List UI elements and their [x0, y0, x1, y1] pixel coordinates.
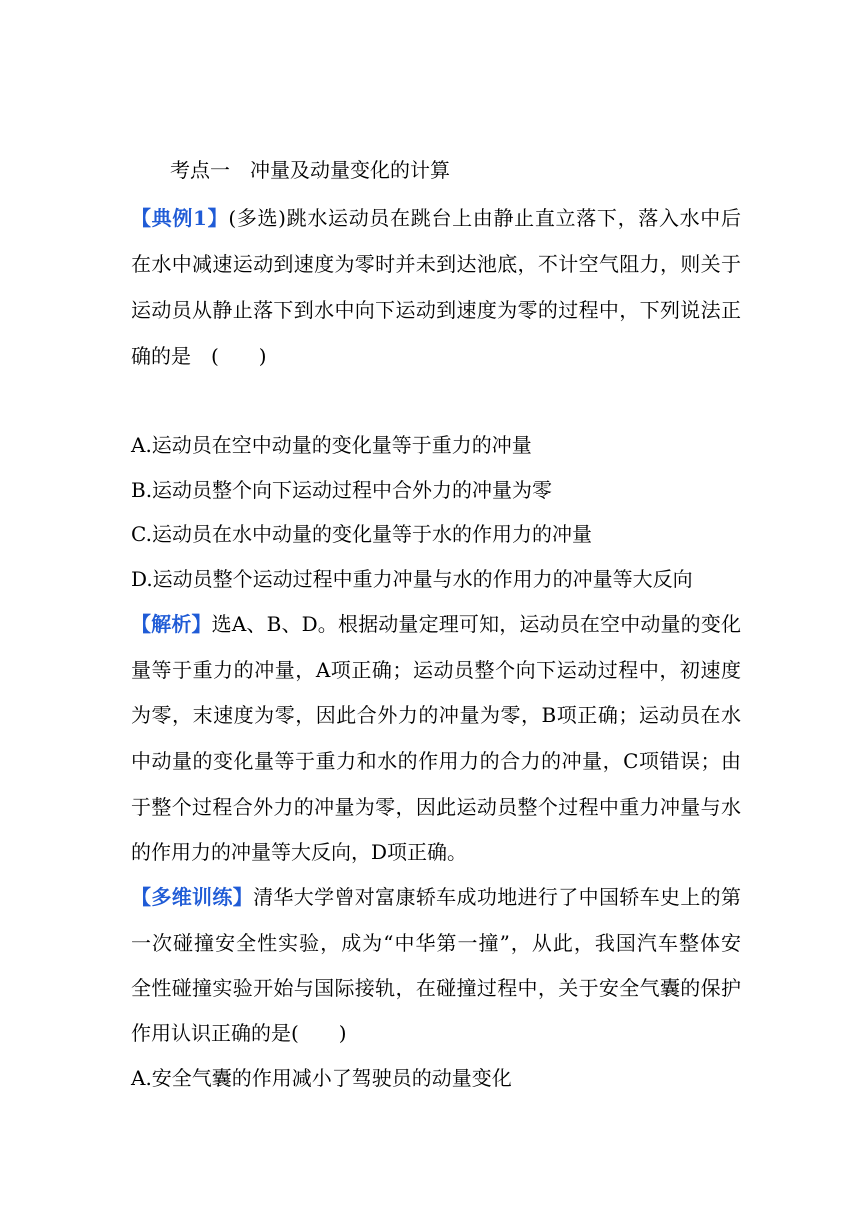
analysis-line-3: 为零，末速度为零，因此合外力的冲量为零，B项正确；运动员在水 — [131, 703, 741, 727]
example1-line-4: 确的是 ( ) — [131, 344, 267, 368]
example1-tag: 【典例1】 — [131, 206, 229, 230]
training-line-4: 作用认识正确的是( ) — [131, 1021, 347, 1045]
option-a: A.运动员在空中动量的变化量等于重力的冲量 — [131, 433, 532, 457]
section-heading: 考点一 冲量及动量变化的计算 — [170, 158, 450, 182]
training-line-2: 一次碰撞安全性实验，成为“中华第一撞”，从此，我国汽车整体安 — [131, 931, 741, 955]
analysis-line-4: 中动量的变化量等于重力和水的作用力的合力的冲量，C项错误；由 — [131, 749, 741, 773]
example1-line-3: 运动员从静止落下到水中向下运动到速度为零的过程中，下列说法正 — [131, 298, 741, 322]
option-b: B.运动员整个向下运动过程中合外力的冲量为零 — [131, 478, 553, 502]
example1-line-1: 【典例1】(多选)跳水运动员在跳台上由静止直立落下，落入水中后 — [131, 206, 741, 230]
training-tag: 【多维训练】 — [131, 885, 254, 909]
analysis-line-1: 【解析】选A、B、D。根据动量定理可知，运动员在空中动量的变化 — [131, 612, 742, 636]
training-option-a: A.安全气囊的作用减小了驾驶员的动量变化 — [131, 1066, 512, 1090]
training-line-1: 【多维训练】清华大学曾对富康轿车成功地进行了中国轿车史上的第 — [131, 885, 742, 909]
analysis-line-5: 于整个过程合外力的冲量为零，因此运动员整个过程中重力冲量与水 — [131, 795, 741, 819]
training-line-3: 全性碰撞实验开始与国际接轨，在碰撞过程中，关于安全气囊的保护 — [131, 976, 741, 1000]
example1-line-2: 在水中减速运动到速度为零时并未到达池底，不计空气阻力，则关于 — [131, 252, 741, 276]
analysis-line-2: 量等于重力的冲量，A项正确；运动员整个向下运动过程中，初速度 — [131, 658, 741, 682]
analysis-tag: 【解析】 — [131, 612, 212, 636]
option-c: C.运动员在水中动量的变化量等于水的作用力的冲量 — [131, 522, 592, 546]
analysis-line-6: 的作用力的冲量等大反向，D项正确。 — [131, 840, 468, 864]
option-d: D.运动员整个运动过程中重力冲量与水的作用力的冲量等大反向 — [131, 567, 693, 591]
